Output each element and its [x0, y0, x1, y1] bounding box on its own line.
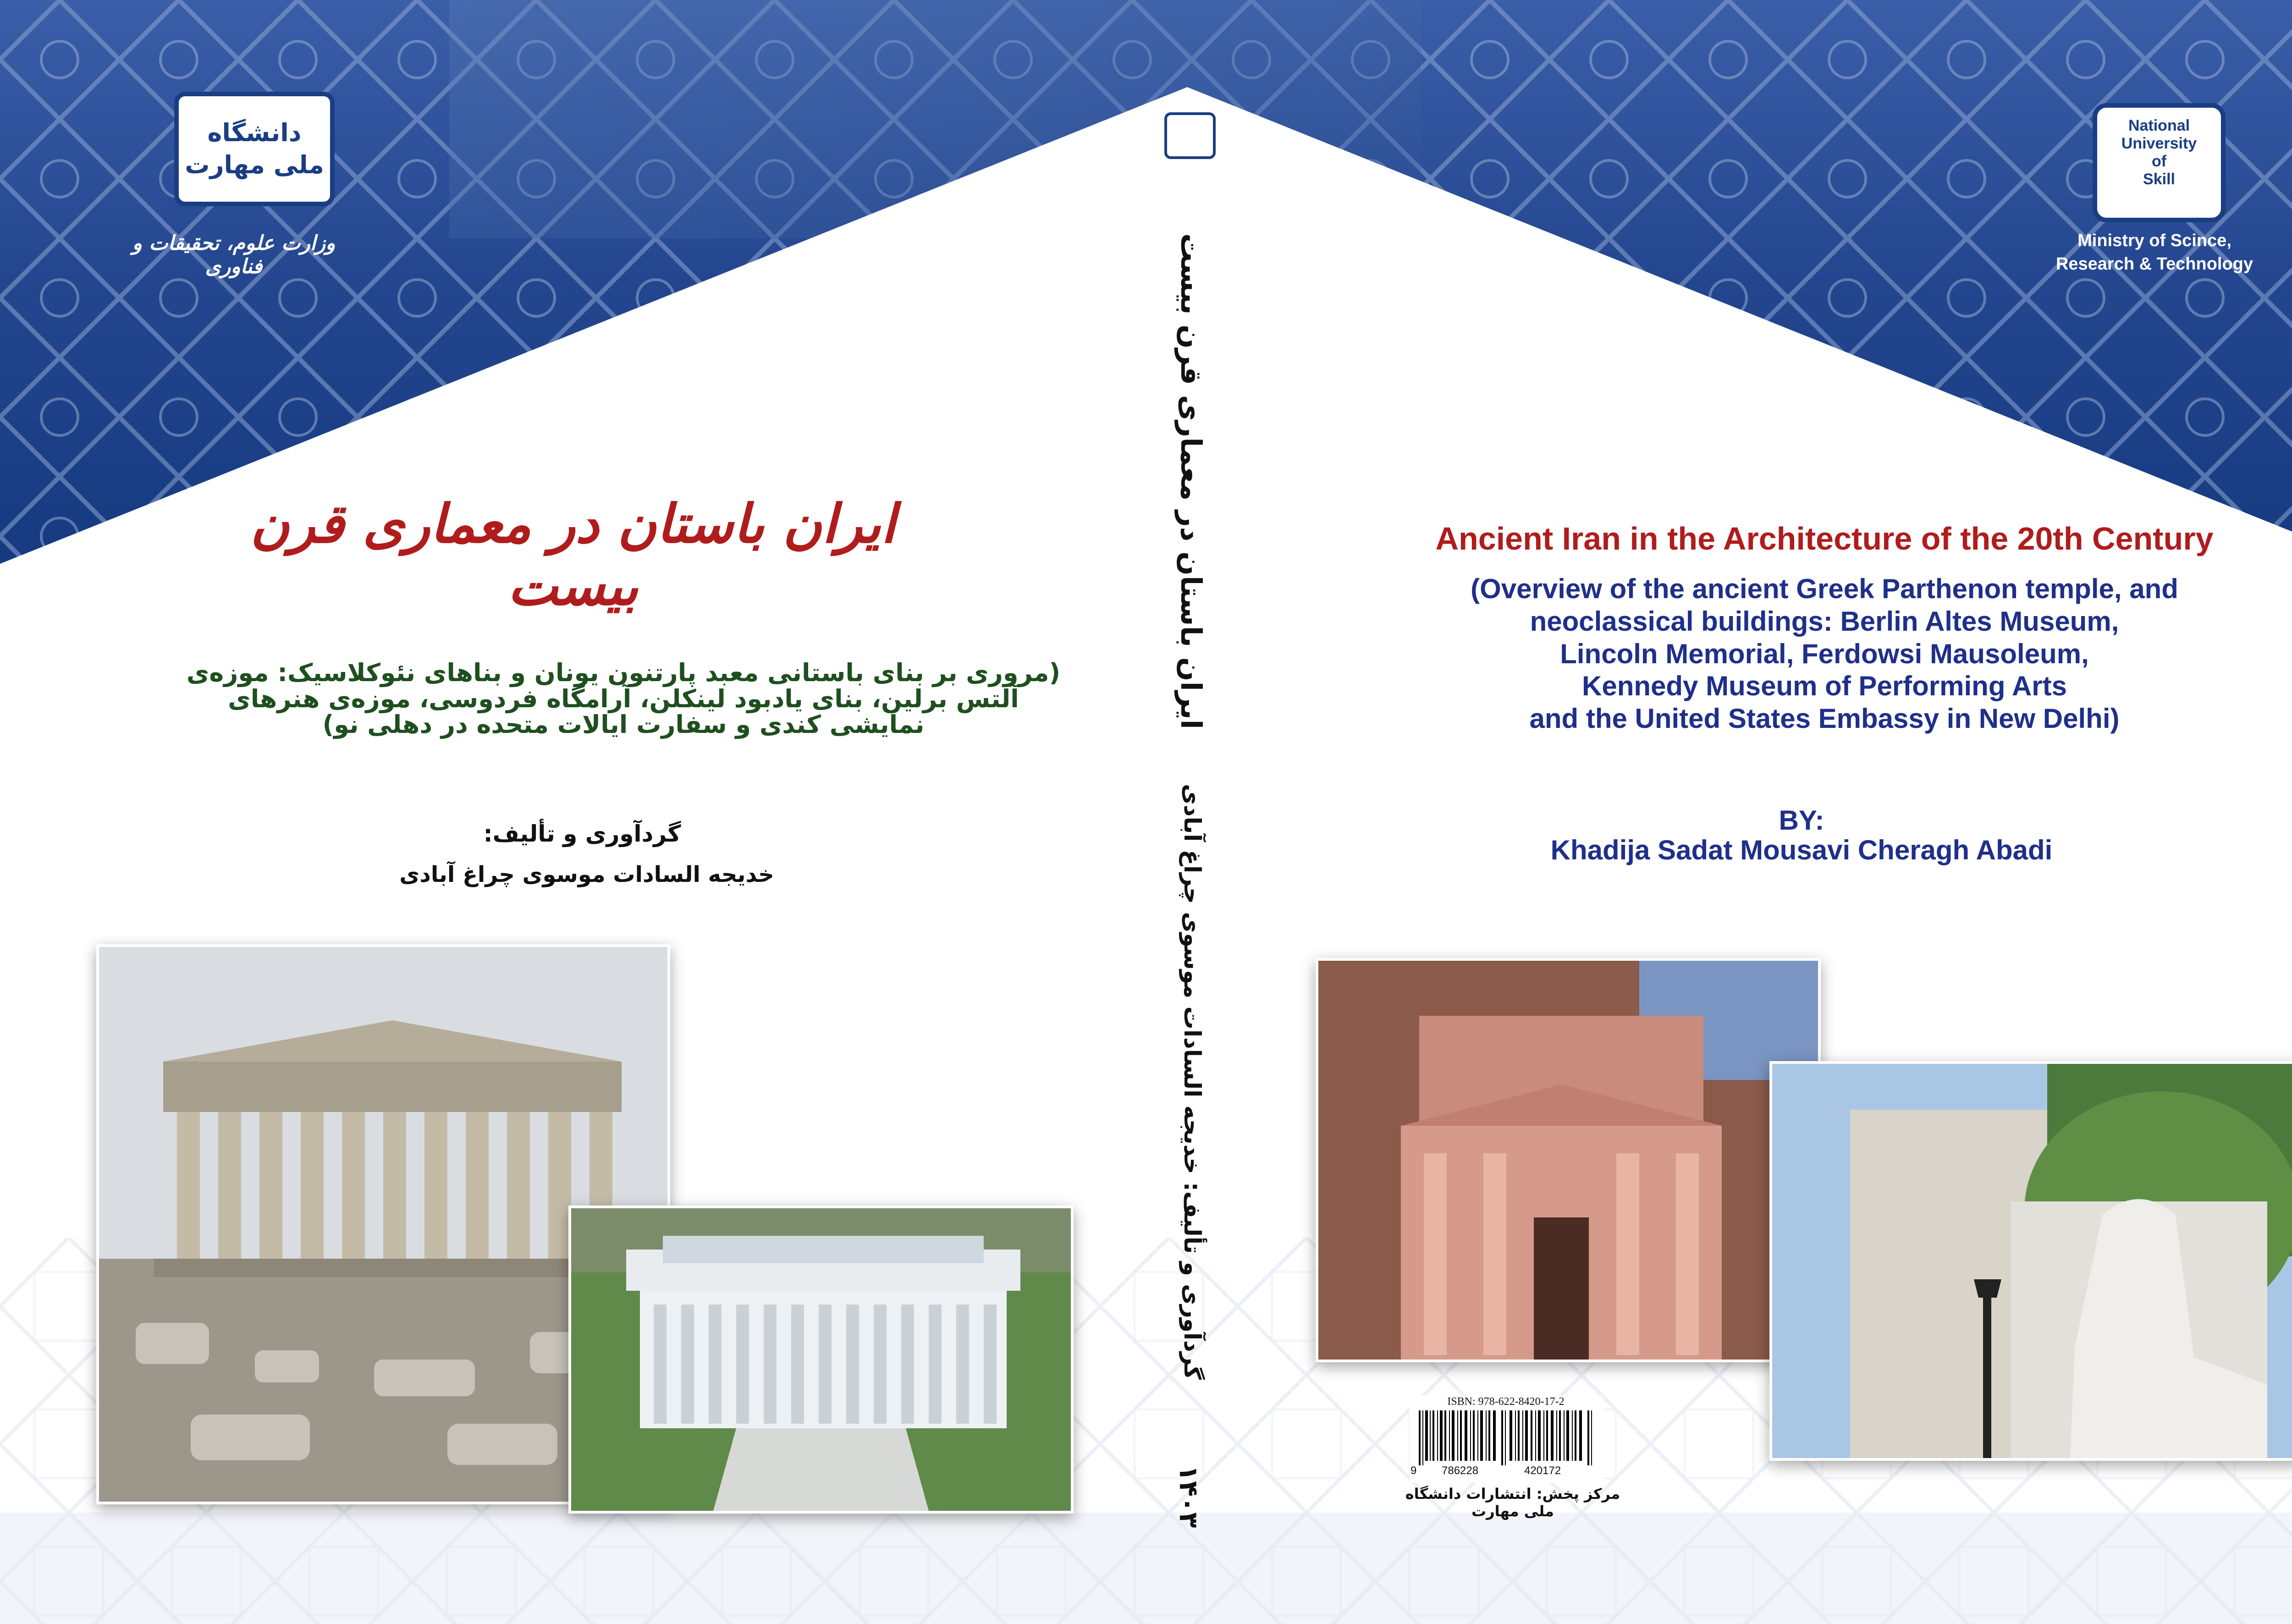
- front-subtitle-line: آلتس برلین، بنای یادبود لینکلن، آرامگاه فردوسی، موزه‌ی هنرهای: [228, 684, 1019, 713]
- barcode-block: [1410, 1396, 1602, 1483]
- back-subtitle-line: neoclassical buildings: Berlin Altes Museum,: [1530, 606, 2119, 637]
- distribution-text: مرکز پخش: انتشارات دانشگاه ملی مهارت: [1405, 1485, 1620, 1520]
- front-subtitle-line: (مروری بر بنای باستانی معبد پارتنون یونان و بناهای نئوکلاسیک: موزه‌ی: [186, 658, 1061, 687]
- front-subtitle-line: نمایشی کندی و سفارت ایالات متحده در دهلی نو): [322, 710, 925, 739]
- isbn-text: ISBN: 978-622-8420-17-2: [1447, 1396, 1565, 1408]
- front-logo-text: دانشگاه ملی مهارت: [185, 118, 324, 180]
- back-ministry: [2017, 229, 2292, 276]
- back-author: Khadija Sadat Mousavi Cheragh Abadi: [1550, 835, 2053, 865]
- nus-logo: [2093, 103, 2226, 222]
- back-subtitle-line: Lincoln Memorial, Ferdowsi Mausoleum,: [1560, 638, 2089, 669]
- back-subtitle-line: Kennedy Museum of Performing Arts: [1582, 671, 2067, 702]
- barcode-digits-mid: 786228: [1442, 1464, 1479, 1477]
- front-author: خدیجه السادات موسوی چراغ آبادی: [399, 862, 774, 887]
- back-ministry-line: Research & Technology: [2055, 254, 2253, 274]
- back-subtitle-line: (Overview of the ancient Greek Parthenon temple, and: [1471, 573, 2178, 604]
- barcode-digits-right: 420172: [1524, 1464, 1561, 1477]
- nus-logo-line: University: [2121, 135, 2197, 153]
- nus-logo-line: Skill: [2143, 171, 2175, 188]
- petra-treasury-photo: [1316, 958, 1821, 1362]
- back-ministry-line: Ministry of Scince,: [2077, 231, 2231, 250]
- front-compiled-label: گردآوری و تألیف:: [483, 820, 681, 847]
- barcode-digit-left: 9: [1410, 1464, 1417, 1477]
- front-title: ایران باستان در معماری قرن بیست: [250, 493, 896, 617]
- ferdowsi-mausoleum-photo: [1769, 1061, 2292, 1461]
- front-logo: [174, 92, 335, 206]
- spine-year: ۱۴۰۳: [1174, 1465, 1203, 1528]
- front-ministry: وزارت علوم، تحقیقات و فناوری: [132, 231, 336, 278]
- back-subtitle-line: and the United States Embassy in New Delhi): [1529, 703, 2120, 734]
- nus-logo-line: National: [2128, 117, 2190, 134]
- back-subtitle: [1320, 573, 2292, 735]
- front-subtitle: [110, 660, 1137, 738]
- back-title: Ancient Iran in the Architecture of the 20th Century: [1435, 521, 2214, 556]
- spine-logo: [1164, 112, 1216, 159]
- spine-title: ایران باستان در معماری قرن بیست: [1174, 233, 1208, 729]
- lincoln-memorial-photo: [568, 1206, 1074, 1514]
- back-by-label: BY:: [1779, 805, 1824, 836]
- spine-author: گردآوری و تألیف: خدیجه السادات موسوی چراغ آبادی: [1179, 784, 1206, 1380]
- nus-logo-line: of: [2151, 153, 2167, 171]
- barcode-bars: [1419, 1410, 1593, 1465]
